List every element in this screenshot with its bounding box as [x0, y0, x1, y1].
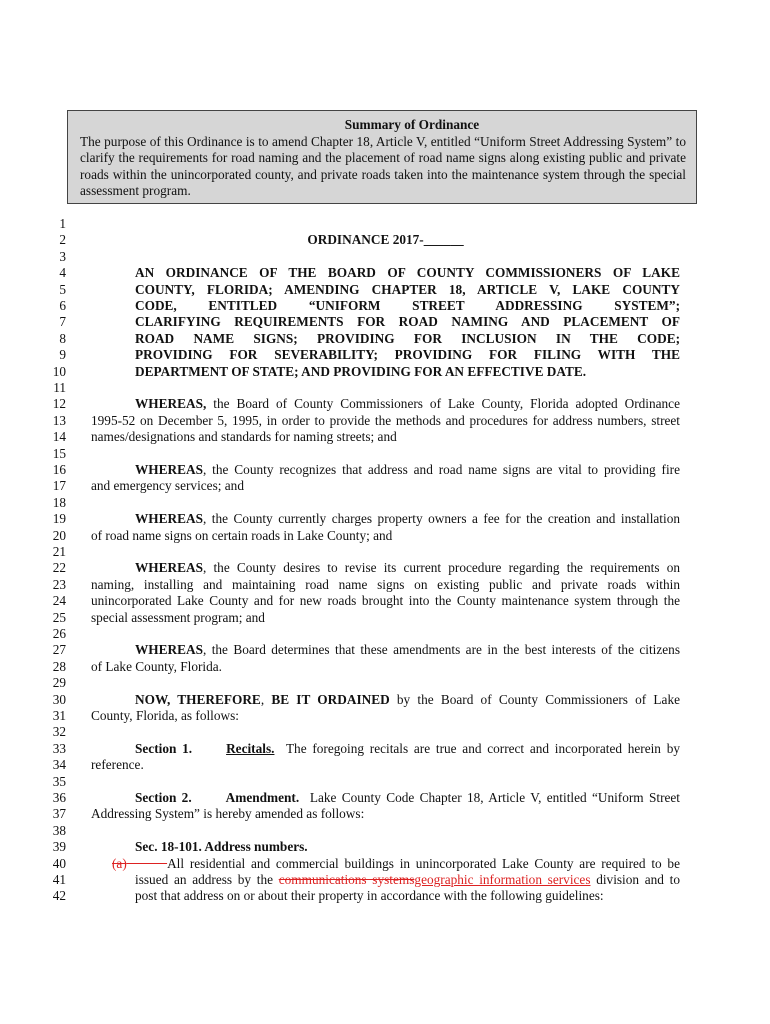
line-row: [0, 888, 770, 904]
whereas-keyword: WHEREAS: [135, 642, 203, 658]
body-line: Addressing System” is hereby amended as follows:: [91, 806, 365, 822]
line-number: 8: [59, 330, 66, 346]
line-row: [0, 314, 770, 330]
section-1: [135, 741, 680, 757]
summary-body: The purpose of this Ordinance is to amend Chapter 18, Article V, entitled “Uniform Street Addressing System” to clarify the requirements for road naming and the placement of road name signs along existing public and private roads within the unincorporated county, and private roads taken into the maintenance system through the special assessment program.: [80, 133, 686, 198]
line-number: 14: [52, 429, 66, 445]
heading-line: COUNTY, FLORIDA; AMENDING CHAPTER 18, ARTICLE V, LAKE COUNTY: [135, 281, 680, 297]
section-label: Section 2.: [135, 790, 192, 805]
heading-line: CLARIFYING REQUIREMENTS FOR ROAD NAMING AND PLACEMENT OF: [135, 314, 680, 330]
section-2: [135, 790, 680, 806]
line-number: 33: [52, 740, 66, 756]
line-row: [0, 265, 770, 281]
inserted-text: geographic information services: [414, 872, 591, 887]
body-line: of Lake County, Florida.: [91, 658, 222, 674]
line-number: 22: [52, 560, 66, 576]
line-number: 40: [52, 855, 66, 871]
heading-line: AN ORDINANCE OF THE BOARD OF COUNTY COMMISSIONERS OF LAKE: [135, 265, 680, 281]
ordained-keyword: BE IT ORDAINED: [271, 691, 390, 707]
line-row: [0, 577, 770, 593]
line-row: [0, 462, 770, 478]
line-row: [0, 757, 770, 773]
line-row: [0, 511, 770, 527]
section-18-101-heading: Sec. 18-101. Address numbers.: [135, 839, 308, 855]
line-number: 37: [52, 806, 66, 822]
body-line: naming, installing and maintaining road name signs on existing public and private roads within: [91, 576, 680, 592]
body-line: 1995-52 on December 5, 1995, in order to provide the methods and procedures for address numbers, street: [91, 412, 680, 428]
body-line: post that address on or about their property in accordance with the following guidelines:: [135, 888, 604, 904]
whereas-keyword: WHEREAS,: [135, 396, 207, 412]
line-number: 7: [59, 314, 66, 330]
line-number: 12: [52, 396, 66, 412]
line-row: [0, 478, 770, 494]
text-run: the Board of County Commissioners of Lake County, Florida adopted Ordinance: [213, 396, 680, 412]
body-line: reference.: [91, 757, 144, 773]
heading-line: CODE, ENTITLED “UNIFORM STREET ADDRESSING SYSTEM”;: [135, 298, 680, 313]
text-run: All residential and commercial buildings in unincorporated Lake County are required to be: [167, 855, 680, 871]
line-number: 29: [52, 675, 66, 691]
line-row: [0, 413, 770, 429]
line-row: [0, 610, 770, 626]
section-heading: Amendment.: [225, 790, 300, 805]
line-row: [0, 774, 770, 790]
line-number: 9: [59, 347, 66, 363]
line-number: 41: [52, 872, 66, 887]
text-run: , the County desires to revise its current procedure regarding the requirements on: [202, 560, 680, 576]
heading-line: DEPARTMENT OF STATE; AND PROVIDING FOR AN EFFECTIVE DATE.: [135, 363, 587, 379]
line-number: 10: [52, 363, 66, 379]
line-number: 24: [52, 593, 66, 609]
line-row: [0, 298, 770, 314]
whereas-paragraph-1: [135, 396, 680, 412]
text-run: division and to: [590, 872, 680, 887]
text-run: ,: [260, 691, 272, 707]
line-number: 16: [52, 462, 66, 477]
line-number: 17: [52, 478, 66, 494]
ordained-paragraph: [135, 692, 680, 708]
deleted-text: communications systems: [278, 872, 415, 887]
line-row: [0, 659, 770, 675]
line-number: 18: [52, 494, 66, 510]
line-number: 27: [52, 642, 66, 658]
whereas-paragraph-3: [135, 511, 680, 527]
line-number: 2: [59, 232, 66, 248]
summary-box: [67, 110, 697, 204]
text-run: The foregoing recitals are true and correct and incorporated herein by: [285, 740, 680, 756]
line-row: [0, 331, 770, 347]
whereas-keyword: WHEREAS: [135, 560, 203, 576]
line-number: 23: [52, 576, 66, 592]
line-row: [0, 806, 770, 822]
line-row: [0, 347, 770, 363]
line-row: [0, 675, 770, 691]
ordinance-title: ORDINANCE 2017-______: [307, 232, 464, 248]
line-row: [0, 872, 770, 888]
line-row: [0, 528, 770, 544]
line-row: [0, 741, 770, 757]
line-number: 21: [52, 544, 66, 559]
subsection-a: [112, 856, 680, 872]
line-number: 28: [52, 658, 66, 674]
section-heading: Recitals.: [226, 740, 275, 756]
line-row: [0, 560, 770, 576]
body-line: unincorporated Lake County and for new roads brought into the County maintenance system through the: [91, 593, 680, 609]
line-number: 42: [52, 888, 66, 904]
line-number: 31: [52, 708, 66, 723]
line-number: 34: [52, 757, 66, 773]
text-run: , the Board determines that these amendments are in the best interests of the citizens: [202, 642, 680, 658]
line-number: 6: [59, 298, 66, 313]
body-line: special assessment program; and: [91, 609, 265, 625]
line-row: [0, 626, 770, 642]
line-row: [0, 249, 770, 265]
line-row: [0, 380, 770, 396]
line-row: [0, 823, 770, 839]
body-line: of road name signs on certain roads in Lake County; and: [91, 527, 393, 543]
line-row: [0, 593, 770, 609]
line-row: [0, 642, 770, 658]
line-number: 36: [52, 790, 66, 805]
whereas-paragraph-2: [135, 462, 680, 478]
line-row: [0, 429, 770, 445]
text-run: , the County currently charges property owners a fee for the creation and installation: [202, 511, 680, 527]
section-label: Section 1.: [135, 740, 193, 756]
line-number: 13: [52, 412, 66, 428]
line-number: 38: [52, 822, 66, 838]
line-row: [0, 396, 770, 412]
line-number: 26: [52, 626, 66, 641]
body-line: and emergency services; and: [91, 478, 244, 494]
line-number: 35: [52, 773, 66, 789]
ordained-keyword: NOW, THEREFORE: [135, 691, 261, 707]
body-line: County, Florida, as follows:: [91, 708, 239, 723]
line-number: 20: [52, 527, 66, 543]
line-row: [0, 495, 770, 511]
line-row: [0, 544, 770, 560]
body-line: names/designations and standards for naming streets; and: [91, 429, 397, 445]
line-number: 32: [52, 724, 66, 740]
line-number: 39: [52, 839, 66, 855]
whereas-paragraph-5: [135, 642, 680, 658]
line-number: 25: [52, 609, 66, 625]
line-row: [0, 232, 770, 248]
line-number: 19: [52, 511, 66, 527]
text-run: by the Board of County Commissioners of Lake: [389, 691, 680, 707]
line-number: 1: [59, 216, 66, 231]
whereas-paragraph-4: [135, 560, 680, 576]
line-number: 30: [52, 691, 66, 707]
text-run: Lake County Code Chapter 18, Article V, entitled “Uniform Street: [309, 790, 680, 805]
line-row: [0, 216, 770, 232]
line-number: 3: [59, 248, 66, 264]
heading-line: PROVIDING FOR SEVERABILITY; PROVIDING FOR FILING WITH THE: [135, 347, 680, 363]
line-row: [0, 839, 770, 855]
line-row: [0, 282, 770, 298]
line-row: [0, 790, 770, 806]
deleted-marker: (a): [112, 855, 127, 871]
whereas-keyword: WHEREAS: [135, 511, 203, 527]
text-run: , the County recognizes that address and road name signs are vital to providing fire: [202, 462, 680, 477]
amended-line: [135, 872, 680, 888]
line-row: [0, 708, 770, 724]
line-row: [0, 692, 770, 708]
line-number: 11: [53, 380, 66, 395]
line-number: 15: [52, 445, 66, 461]
line-row: [0, 446, 770, 462]
text-run: issued an address by the: [135, 872, 279, 887]
line-row: [0, 364, 770, 380]
whereas-keyword: WHEREAS: [135, 462, 203, 477]
line-number: 5: [59, 281, 66, 297]
line-row: [0, 724, 770, 740]
heading-line: ROAD NAME SIGNS; PROVIDING FOR INCLUSION IN THE CODE;: [135, 330, 680, 346]
summary-title: Summary of Ordinance: [344, 117, 480, 132]
line-row: [0, 856, 770, 872]
line-number: 4: [59, 265, 66, 281]
